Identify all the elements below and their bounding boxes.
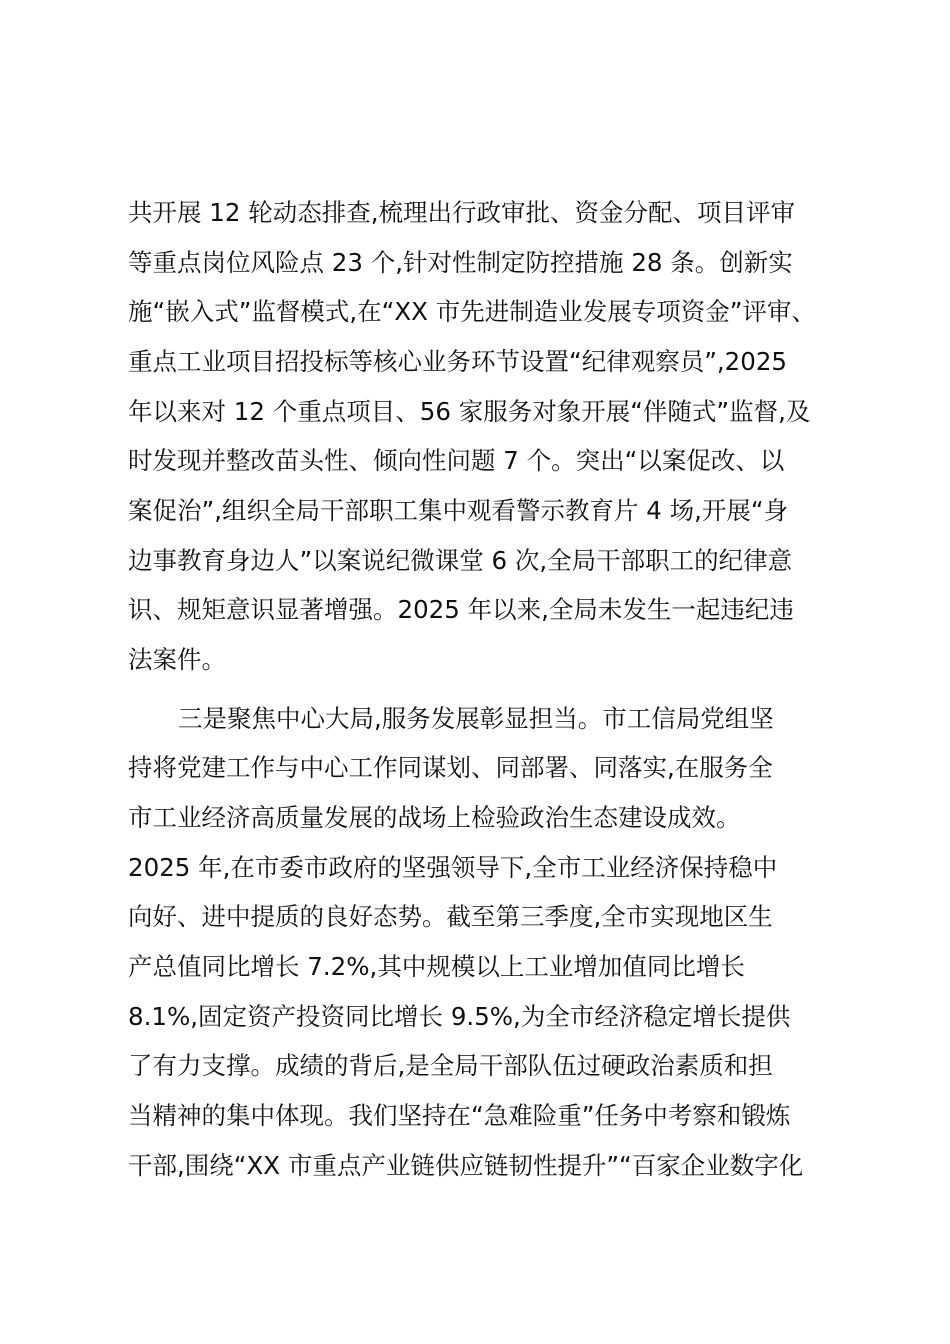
text-line: 案促治”,组织全局干部职工集中观看警示教育片 4 场,开展“身 xyxy=(128,496,789,525)
text-line: 等重点岗位风险点 23 个,针对性制定防控措施 28 条。创新实 xyxy=(128,248,793,277)
text-line: 向好、进中提质的良好态势。截至第三季度,全市实现地区生 xyxy=(128,902,773,931)
text-line: 识、规矩意识显著增强。2025 年以来,全局未发生一起违纪违 xyxy=(128,595,794,624)
text-line: 年以来对 12 个重点项目、56 家服务对象开展“伴随式”监督,及 xyxy=(128,397,811,426)
text-line: 8.1%,固定资产投资同比增长 9.5%,为全市经济稳定增长提供 xyxy=(128,1002,791,1031)
text-line: 干部,围绕“XX 市重点产业链供应链韧性提升”“百家企业数字化 xyxy=(128,1151,804,1180)
text-line: 2025 年,在市委市政府的坚强领导下,全市工业经济保持稳中 xyxy=(128,853,778,882)
paragraph-first-line: 三是聚焦中心大局,服务发展彰显担当。市工信局党组坚 xyxy=(178,704,774,733)
text-line: 法案件。 xyxy=(128,645,226,674)
text-line: 市工业经济高质量发展的战场上检验政治生态建设成效。 xyxy=(128,803,741,832)
text-line: 共开展 12 轮动态排查,梳理出行政审批、资金分配、项目评审 xyxy=(128,198,796,227)
text-line: 施“嵌入式”监督模式,在“XX 市先进制造业发展专项资金”评审、 xyxy=(128,297,816,326)
text-line: 当精神的集中体现。我们坚持在“急难险重”任务中考察和锻炼 xyxy=(128,1101,791,1130)
text-line: 重点工业项目招投标等核心业务环节设置“纪律观察员”,2025 xyxy=(128,347,788,376)
text-line: 时发现并整改苗头性、倾向性问题 7 个。突出“以案促改、以 xyxy=(128,446,785,475)
text-line: 边事教育身边人”以案说纪微课堂 6 次,全局干部职工的纪律意 xyxy=(128,546,793,575)
text-line: 持将党建工作与中心工作同谋划、同部署、同落实,在服务全 xyxy=(128,753,773,782)
text-line: 了有力支撑。成绩的背后,是全局干部队伍过硬政治素质和担 xyxy=(128,1051,773,1080)
text-line: 产总值同比增长 7.2%,其中规模以上工业增加值同比增长 xyxy=(128,952,745,981)
